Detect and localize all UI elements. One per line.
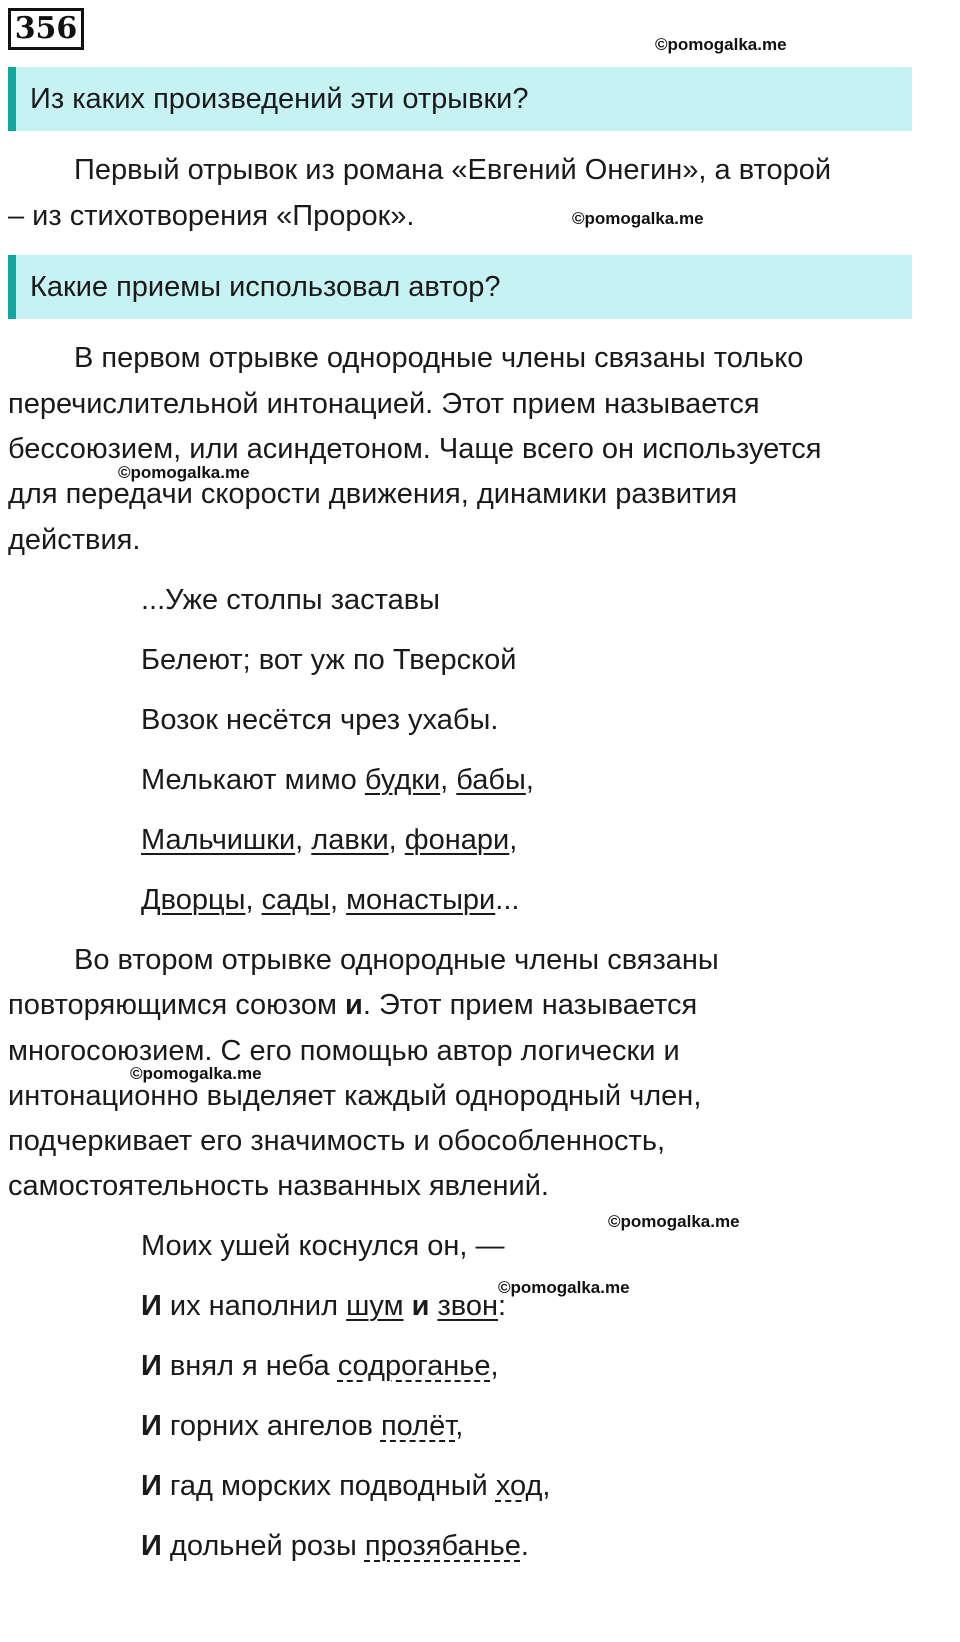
homogeneous-member: сады: [261, 884, 330, 916]
verse2-line6: [141, 1528, 529, 1564]
watermark: ©pomogalka.me: [498, 1278, 630, 1297]
separator: ,: [490, 1350, 499, 1382]
watermark: ©pomogalka.me: [130, 1064, 262, 1083]
conjunction-bold: И: [141, 1410, 162, 1442]
conjunction-bold: и: [345, 989, 363, 1021]
conjunction-bold: И: [141, 1470, 162, 1502]
verse-text: гад морских подводный: [161, 1470, 496, 1502]
verse1-line4: [141, 762, 534, 798]
homogeneous-member-dashed: прозябанье: [364, 1530, 521, 1562]
para1-line2: перечислительной интонацией. Этот прием называется: [8, 388, 760, 420]
question-box-1: [8, 67, 912, 131]
separator: .: [520, 1530, 529, 1562]
verse1-line2: Белеют; вот уж по Тверской: [141, 644, 517, 676]
homogeneous-member: шум: [346, 1290, 404, 1322]
verse1-line5: [141, 822, 517, 858]
watermark: ©pomogalka.me: [608, 1212, 740, 1231]
conjunction-bold: и: [411, 1290, 430, 1322]
homogeneous-member: будки: [364, 764, 441, 796]
homogeneous-member: монастыри: [346, 884, 496, 916]
verse-text: горних ангелов: [161, 1410, 381, 1442]
homogeneous-member: фонари: [404, 824, 510, 856]
question-text-1: Из каких произведений эти отрывки?: [30, 83, 529, 115]
separator: ,: [388, 824, 405, 856]
watermark: ©pomogalka.me: [655, 35, 787, 54]
homogeneous-member-dashed: содроганье: [337, 1350, 491, 1382]
separator: ...: [495, 884, 520, 916]
para2-line6: самостоятельность названных явлений.: [8, 1170, 549, 1202]
conjunction-bold: И: [141, 1530, 162, 1562]
para1-line3: бессоюзием, или асиндетоном. Чаще всего он используется: [8, 433, 822, 465]
para2-line4: интонационно выделяет каждый однородный член,: [8, 1080, 702, 1112]
verse2-line3: [141, 1348, 499, 1384]
homogeneous-member: звон: [437, 1290, 498, 1322]
verse2-line4: [141, 1408, 463, 1444]
verse1-line6: [141, 882, 519, 918]
para2-line3: многосоюзием. С его помощью автор логически и: [8, 1035, 680, 1067]
separator: ,: [329, 884, 347, 916]
verse2-line5: [141, 1468, 550, 1504]
homogeneous-member: бабы: [456, 764, 526, 796]
question-box-2: [8, 255, 912, 319]
verse1-line1: ...Уже столпы заставы: [141, 584, 440, 616]
homogeneous-member-dashed: полёт: [380, 1410, 456, 1442]
para2-text: . Этот прием называется: [362, 989, 698, 1021]
separator: ,: [542, 1470, 551, 1502]
para2-text: повторяющимся союзом: [8, 989, 345, 1021]
conjunction-bold: И: [141, 1350, 162, 1382]
watermark: ©pomogalka.me: [118, 463, 250, 482]
verse-text: их наполнил: [161, 1290, 347, 1322]
separator: ,: [295, 824, 312, 856]
conjunction-bold: И: [141, 1290, 162, 1322]
separator: ,: [455, 1410, 464, 1442]
separator: ,: [245, 884, 262, 916]
para1-line4: для передачи скорости движения, динамики развития: [8, 478, 738, 510]
separator: :: [498, 1290, 507, 1322]
question-text-2: Какие приемы использовал автор?: [30, 271, 501, 303]
homogeneous-member: Мальчишки: [141, 824, 296, 856]
para2-line5: подчеркивает его значимость и обособленность,: [8, 1125, 666, 1157]
separator: ,: [525, 764, 534, 796]
answer1-line1: Первый отрывок из романа «Евгений Онегин», а второй: [74, 154, 832, 186]
task-number: 356: [8, 8, 84, 50]
homogeneous-member: лавки: [311, 824, 389, 856]
para1-line5: действия.: [8, 524, 141, 556]
para1-line1: В первом отрывке однородные члены связаны только: [74, 342, 804, 374]
watermark: ©pomogalka.me: [572, 209, 704, 228]
para2-line1: Во втором отрывке однородные члены связаны: [74, 944, 719, 976]
verse2-line2: [141, 1288, 506, 1324]
verse-text: дольней розы: [161, 1530, 365, 1562]
answer1-line2: – из стихотворения «Пророк».: [8, 200, 415, 232]
verse-text: внял я неба: [161, 1350, 338, 1382]
verse2-line1: Моих ушей коснулся он, —: [141, 1230, 505, 1262]
homogeneous-member-dashed: ход: [495, 1470, 543, 1502]
para2-line2: [8, 987, 697, 1023]
verse1-line3: Возок несётся чрез ухабы.: [141, 704, 499, 736]
verse-text: Мелькают мимо: [141, 764, 365, 796]
separator: ,: [509, 824, 518, 856]
homogeneous-member: Дворцы: [141, 884, 246, 916]
separator: ,: [440, 764, 457, 796]
